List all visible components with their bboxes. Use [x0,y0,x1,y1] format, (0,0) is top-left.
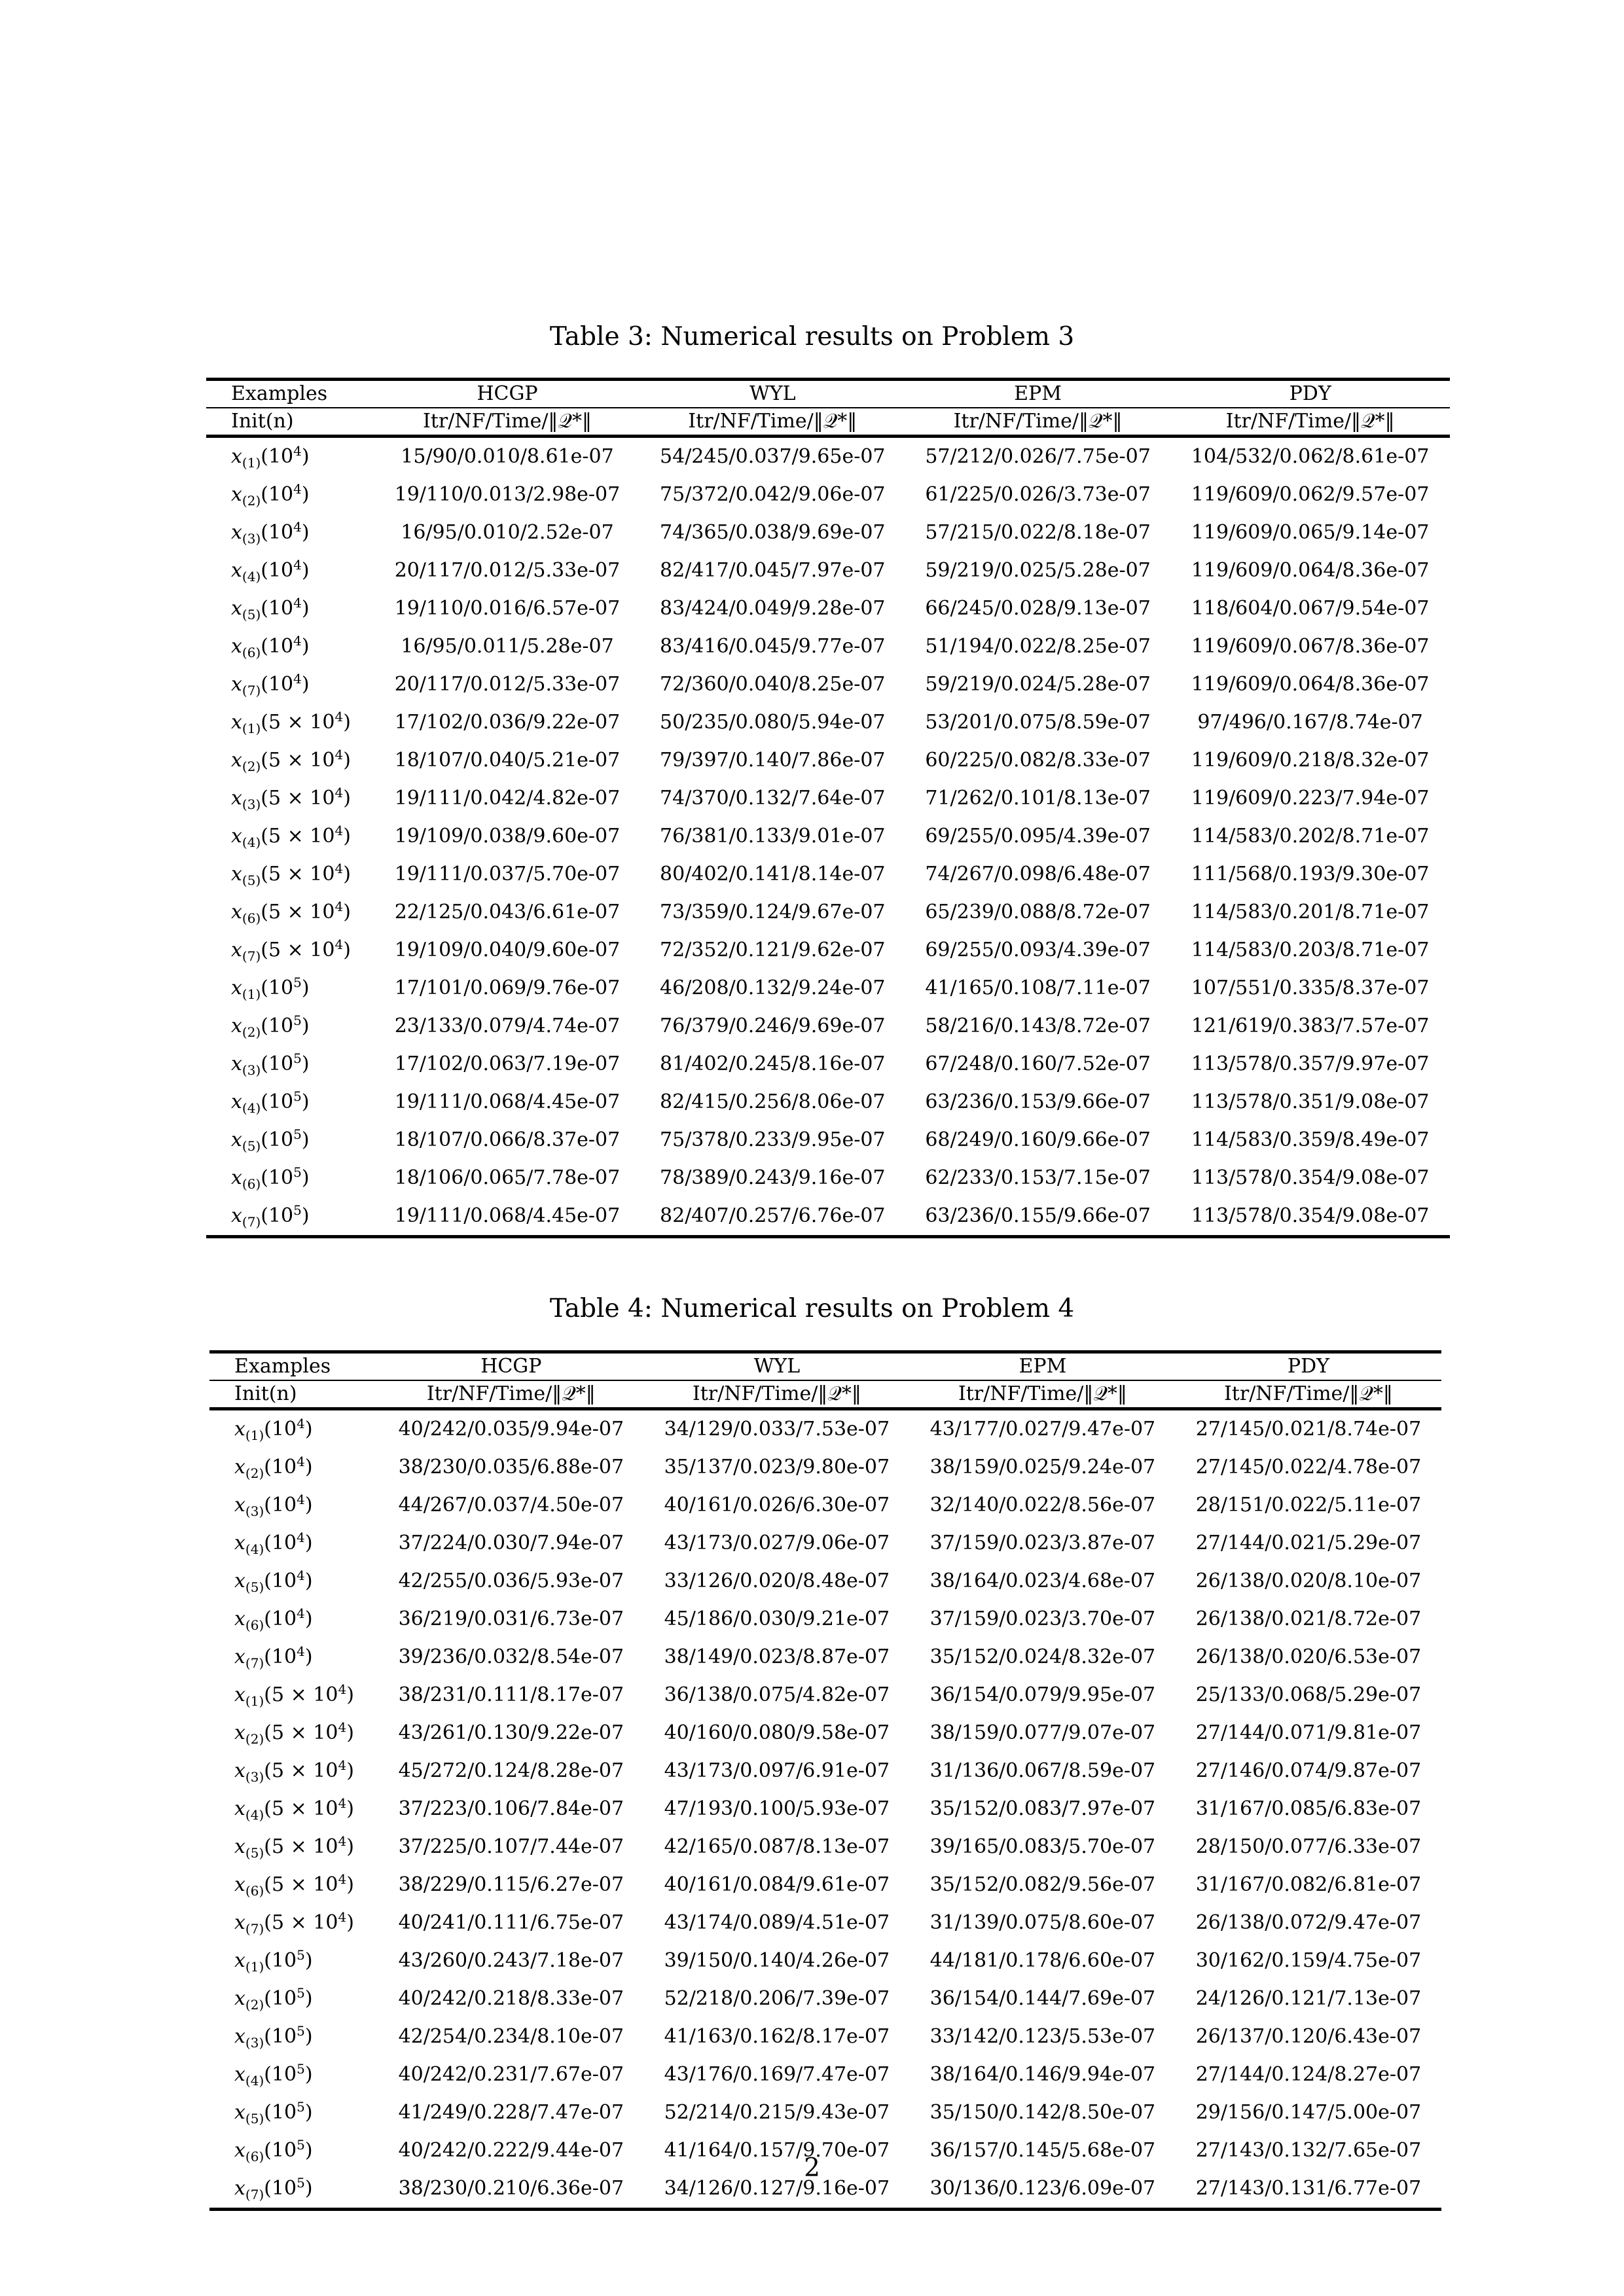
table-row [209,1524,1441,1562]
table-row [206,893,1450,931]
table-row [209,1638,1441,1676]
result-cell: 27/143/0.131/6.77e-07 [1176,2170,1441,2210]
init-cell: $x_{(4)}(10^4)$ [231,557,310,584]
init-cell: $x_{(1)}(5 \times 10^4)$ [234,1681,354,1709]
result-cell: 81/402/0.245/8.16e-07 [660,1052,886,1075]
init-cell: $x_{(4)}(10^4)$ [234,1530,313,1557]
init-cell: $x_{(1)}(10^5)$ [231,975,310,1002]
result-cell: 61/225/0.026/3.73e-07 [925,483,1151,506]
init-cell: $x_{(1)}(10^5)$ [234,1947,313,1975]
result-cell: 17/102/0.063/7.19e-07 [394,1052,621,1075]
init-cell: $x_{(3)}(10^5)$ [234,2023,313,2051]
examples-header: Examples [206,380,374,408]
header-row-metrics [209,1380,1441,1409]
init-cell: $x_{(7)}(10^4)$ [234,1643,313,1671]
metric-header: Itr/NF/Time/‖𝒬*‖ [640,408,905,437]
table-3 [206,378,1450,1238]
result-cell: 23/133/0.079/4.74e-07 [394,1014,621,1037]
result-cell: 74/365/0.038/9.69e-07 [660,521,886,544]
result-cell: 82/407/0.257/6.76e-07 [640,1197,905,1237]
result-cell: 79/397/0.140/7.86e-07 [660,749,886,772]
result-cell: 74/370/0.132/7.64e-07 [660,787,886,810]
init-cell: $x_{(3)}(10^5)$ [231,1050,310,1078]
result-cell: 39/150/0.140/4.26e-07 [664,1949,890,1972]
init-cell: $x_{(6)}(10^4)$ [231,633,310,660]
result-cell: 40/242/0.035/9.94e-07 [398,1418,624,1441]
table-row [209,1942,1441,1980]
result-cell: 27/144/0.021/5.29e-07 [1195,1532,1422,1554]
result-cell: 38/229/0.115/6.27e-07 [398,1873,624,1896]
table-row [206,1197,1450,1237]
result-cell: 40/242/0.218/8.33e-07 [398,1987,624,2010]
table-row [209,1486,1441,1524]
result-cell: 27/145/0.022/4.78e-07 [1195,1456,1422,1479]
result-cell: 26/138/0.020/6.53e-07 [1195,1645,1422,1668]
result-cell: 113/578/0.357/9.97e-07 [1191,1052,1430,1075]
init-cell: $x_{(5)}(5 \times 10^4)$ [231,861,351,888]
init-cell: $x_{(4)}(5 \times 10^4)$ [234,1795,354,1823]
result-cell: 40/242/0.222/9.44e-07 [398,2139,624,2162]
init-cell: $x_{(7)}(10^4)$ [231,671,310,698]
result-cell: 25/133/0.068/5.29e-07 [1195,1683,1422,1706]
result-cell: 72/360/0.040/8.25e-07 [660,673,886,696]
header-row-methods [209,1352,1441,1381]
init-cell: $x_{(6)}(10^4)$ [234,1605,313,1633]
result-cell: 67/248/0.160/7.52e-07 [925,1052,1151,1075]
result-cell: 29/156/0.147/5.00e-07 [1195,2101,1422,2124]
init-cell: $x_{(2)}(5 \times 10^4)$ [231,747,351,774]
result-cell: 19/110/0.016/6.57e-07 [394,597,621,620]
table-row [209,1600,1441,1638]
table-row [209,2094,1441,2132]
init-cell: $x_{(4)}(10^5)$ [234,2061,313,2089]
result-cell: 46/208/0.132/9.24e-07 [660,977,886,999]
table-row [209,1866,1441,1904]
result-cell: 37/223/0.106/7.84e-07 [398,1797,624,1820]
metric-header: Itr/NF/Time/‖𝒬*‖ [378,1380,644,1409]
table-row [209,1448,1441,1486]
result-cell: 19/109/0.038/9.60e-07 [394,825,621,848]
result-cell: 82/415/0.256/8.06e-07 [660,1090,886,1113]
result-cell: 18/107/0.066/8.37e-07 [394,1128,621,1151]
result-cell: 78/389/0.243/9.16e-07 [660,1166,886,1189]
result-cell: 114/583/0.201/8.71e-07 [1191,901,1430,924]
result-cell: 43/261/0.130/9.22e-07 [398,1721,624,1744]
table-row [209,1752,1441,1790]
result-cell: 38/159/0.025/9.24e-07 [929,1456,1156,1479]
result-cell: 119/609/0.065/9.14e-07 [1191,521,1430,544]
init-cell: $x_{(5)}(10^4)$ [231,595,310,622]
result-cell: 32/140/0.022/8.56e-07 [929,1494,1156,1516]
init-cell: $x_{(3)}(10^4)$ [231,519,310,547]
result-cell: 42/165/0.087/8.13e-07 [664,1835,890,1858]
result-cell: 43/177/0.027/9.47e-07 [929,1418,1156,1441]
result-cell: 40/241/0.111/6.75e-07 [398,1911,624,1934]
result-cell: 26/138/0.072/9.47e-07 [1195,1911,1422,1934]
header-row-metrics [206,408,1450,437]
result-cell: 38/164/0.146/9.94e-07 [929,2063,1156,2086]
result-cell: 82/417/0.045/7.97e-07 [660,559,886,582]
result-cell: 35/137/0.023/9.80e-07 [664,1456,890,1479]
result-cell: 33/126/0.020/8.48e-07 [664,1570,890,1592]
init-header: Init(n) [209,1380,378,1409]
table-row [206,437,1450,476]
init-cell: $x_{(6)}(10^5)$ [234,2137,313,2164]
result-cell: 26/138/0.020/8.10e-07 [1195,1570,1422,1592]
result-cell: 50/235/0.080/5.94e-07 [660,711,886,734]
result-cell: 28/150/0.077/6.33e-07 [1195,1835,1422,1858]
result-cell: 59/219/0.025/5.28e-07 [925,559,1151,582]
result-cell: 38/164/0.023/4.68e-07 [929,1570,1156,1592]
table-row [206,1121,1450,1159]
metric-header: Itr/NF/Time/‖𝒬*‖ [1176,1380,1441,1409]
result-cell: 27/144/0.071/9.81e-07 [1195,1721,1422,1744]
table-row [209,1790,1441,1828]
result-cell: 41/165/0.108/7.11e-07 [925,977,1151,999]
result-cell: 69/255/0.095/4.39e-07 [925,825,1151,848]
result-cell: 52/218/0.206/7.39e-07 [664,1987,890,2010]
result-cell: 83/416/0.045/9.77e-07 [660,635,886,658]
result-cell: 63/236/0.153/9.66e-07 [925,1090,1151,1113]
result-cell: 40/161/0.084/9.61e-07 [664,1873,890,1896]
table-row [209,1904,1441,1942]
table-row [209,1980,1441,2018]
result-cell: 119/609/0.062/9.57e-07 [1191,483,1430,506]
result-cell: 38/231/0.111/8.17e-07 [398,1683,624,1706]
result-cell: 35/150/0.142/8.50e-07 [929,2101,1156,2124]
result-cell: 113/578/0.354/9.08e-07 [1170,1197,1450,1237]
result-cell: 118/604/0.067/9.54e-07 [1191,597,1430,620]
result-cell: 19/111/0.068/4.45e-07 [374,1197,640,1237]
init-cell: $x_{(3)}(5 \times 10^4)$ [234,1757,354,1785]
result-cell: 75/372/0.042/9.06e-07 [660,483,886,506]
metric-header: Itr/NF/Time/‖𝒬*‖ [910,1380,1176,1409]
result-cell: 19/109/0.040/9.60e-07 [394,939,621,961]
table-row [206,552,1450,590]
result-cell: 114/583/0.202/8.71e-07 [1191,825,1430,848]
result-cell: 45/186/0.030/9.21e-07 [664,1607,890,1630]
table-row [209,1676,1441,1714]
init-cell: $x_{(5)}(5 \times 10^4)$ [234,1833,354,1861]
result-cell: 28/151/0.022/5.11e-07 [1195,1494,1422,1516]
init-cell: $x_{(2)}(10^4)$ [234,1454,313,1481]
table-4-caption: Table 4: Numerical results on Problem 4 [549,1294,1075,1323]
result-cell: 41/164/0.157/9.70e-07 [664,2139,890,2162]
method-header-epm: EPM [910,1352,1176,1381]
table-row [206,855,1450,893]
method-header-wyl: WYL [644,1352,910,1381]
init-cell: $x_{(2)}(10^5)$ [234,1985,313,2013]
result-cell: 59/219/0.024/5.28e-07 [925,673,1151,696]
result-cell: 22/125/0.043/6.61e-07 [394,901,621,924]
result-cell: 37/159/0.023/3.70e-07 [929,1607,1156,1630]
result-cell: 39/236/0.032/8.54e-07 [398,1645,624,1668]
result-cell: 43/176/0.169/7.47e-07 [664,2063,890,2086]
result-cell: 36/138/0.075/4.82e-07 [664,1683,890,1706]
result-cell: 18/106/0.065/7.78e-07 [394,1166,621,1189]
result-cell: 119/609/0.064/8.36e-07 [1191,673,1430,696]
method-header-wyl: WYL [640,380,905,408]
result-cell: 27/144/0.124/8.27e-07 [1195,2063,1422,2086]
result-cell: 62/233/0.153/7.15e-07 [925,1166,1151,1189]
result-cell: 57/212/0.026/7.75e-07 [925,445,1151,468]
result-cell: 34/126/0.127/9.16e-07 [644,2170,910,2210]
result-cell: 17/101/0.069/9.76e-07 [394,977,621,999]
table-row [206,817,1450,855]
init-cell: $x_{(5)}(10^5)$ [231,1126,310,1154]
table-row [206,1083,1450,1121]
result-cell: 121/619/0.383/7.57e-07 [1191,1014,1430,1037]
page-number: 2 [804,2153,820,2183]
method-header-epm: EPM [905,380,1170,408]
init-cell: $x_{(4)}(5 \times 10^4)$ [231,823,351,850]
method-header-hcgp: HCGP [374,380,640,408]
result-cell: 39/165/0.083/5.70e-07 [929,1835,1156,1858]
result-cell: 119/609/0.218/8.32e-07 [1191,749,1430,772]
init-cell: $x_{(7)}(10^5)$ [209,2170,378,2210]
result-cell: 37/224/0.030/7.94e-07 [398,1532,624,1554]
result-cell: 40/160/0.080/9.58e-07 [664,1721,890,1744]
result-cell: 111/568/0.193/9.30e-07 [1191,863,1430,886]
result-cell: 35/152/0.083/7.97e-07 [929,1797,1156,1820]
result-cell: 43/260/0.243/7.18e-07 [398,1949,624,1972]
result-cell: 31/139/0.075/8.60e-07 [929,1911,1156,1934]
result-cell: 27/146/0.074/9.87e-07 [1195,1759,1422,1782]
result-cell: 41/249/0.228/7.47e-07 [398,2101,624,2124]
result-cell: 43/173/0.097/6.91e-07 [664,1759,890,1782]
init-cell: $x_{(3)}(5 \times 10^4)$ [231,785,351,812]
result-cell: 27/143/0.132/7.65e-07 [1195,2139,1422,2162]
result-cell: 40/242/0.231/7.67e-07 [398,2063,624,2086]
result-cell: 30/136/0.123/6.09e-07 [910,2170,1176,2210]
result-cell: 19/111/0.042/4.82e-07 [394,787,621,810]
table-row [206,1045,1450,1083]
metric-header: Itr/NF/Time/‖𝒬*‖ [374,408,640,437]
table-row [206,666,1450,704]
table-row [206,742,1450,780]
init-cell: $x_{(5)}(10^4)$ [234,1568,313,1595]
result-cell: 31/136/0.067/8.59e-07 [929,1759,1156,1782]
init-cell: $x_{(3)}(10^4)$ [234,1492,313,1519]
result-cell: 27/145/0.021/8.74e-07 [1195,1418,1422,1441]
result-cell: 47/193/0.100/5.93e-07 [664,1797,890,1820]
result-cell: 38/149/0.023/8.87e-07 [664,1645,890,1668]
result-cell: 36/157/0.145/5.68e-07 [929,2139,1156,2162]
result-cell: 26/138/0.021/8.72e-07 [1195,1607,1422,1630]
result-cell: 60/225/0.082/8.33e-07 [925,749,1151,772]
result-cell: 76/381/0.133/9.01e-07 [660,825,886,848]
metric-header: Itr/NF/Time/‖𝒬*‖ [905,408,1170,437]
init-cell: $x_{(4)}(10^5)$ [231,1088,310,1116]
metric-header: Itr/NF/Time/‖𝒬*‖ [1170,408,1450,437]
init-cell: $x_{(1)}(10^4)$ [231,443,310,471]
result-cell: 114/583/0.359/8.49e-07 [1191,1128,1430,1151]
result-cell: 34/129/0.033/7.53e-07 [664,1418,890,1441]
result-cell: 38/230/0.210/6.36e-07 [378,2170,644,2210]
result-cell: 80/402/0.141/8.14e-07 [660,863,886,886]
result-cell: 16/95/0.011/5.28e-07 [401,635,614,658]
result-cell: 16/95/0.010/2.52e-07 [401,521,614,544]
init-cell: $x_{(5)}(10^5)$ [234,2099,313,2126]
result-cell: 45/272/0.124/8.28e-07 [398,1759,624,1782]
result-cell: 30/162/0.159/4.75e-07 [1195,1949,1422,1972]
result-cell: 38/159/0.077/9.07e-07 [929,1721,1156,1744]
init-cell: $x_{(7)}(10^5)$ [206,1197,374,1237]
table-row [206,590,1450,628]
init-cell: $x_{(6)}(5 \times 10^4)$ [231,899,351,926]
result-cell: 20/117/0.012/5.33e-07 [394,673,621,696]
header-row-methods [206,380,1450,408]
result-cell: 72/352/0.121/9.62e-07 [660,939,886,961]
result-cell: 31/167/0.082/6.81e-07 [1195,1873,1422,1896]
examples-header: Examples [209,1352,378,1381]
result-cell: 54/245/0.037/9.65e-07 [660,445,886,468]
result-cell: 74/267/0.098/6.48e-07 [925,863,1151,886]
table-row [206,969,1450,1007]
result-cell: 18/107/0.040/5.21e-07 [394,749,621,772]
result-cell: 57/215/0.022/8.18e-07 [925,521,1151,544]
method-header-pdy: PDY [1176,1352,1441,1381]
result-cell: 52/214/0.215/9.43e-07 [664,2101,890,2124]
result-cell: 83/424/0.049/9.28e-07 [660,597,886,620]
result-cell: 43/173/0.027/9.06e-07 [664,1532,890,1554]
init-cell: $x_{(1)}(5 \times 10^4)$ [231,709,351,736]
result-cell: 68/249/0.160/9.66e-07 [925,1128,1151,1151]
result-cell: 37/225/0.107/7.44e-07 [398,1835,624,1858]
result-cell: 41/163/0.162/8.17e-07 [664,2025,890,2048]
result-cell: 119/609/0.067/8.36e-07 [1191,635,1430,658]
result-cell: 33/142/0.123/5.53e-07 [929,2025,1156,2048]
result-cell: 36/154/0.079/9.95e-07 [929,1683,1156,1706]
result-cell: 36/154/0.144/7.69e-07 [929,1987,1156,2010]
result-cell: 51/194/0.022/8.25e-07 [925,635,1151,658]
table-row [209,1714,1441,1752]
result-cell: 113/578/0.351/9.08e-07 [1191,1090,1430,1113]
result-cell: 58/216/0.143/8.72e-07 [925,1014,1151,1037]
result-cell: 17/102/0.036/9.22e-07 [394,711,621,734]
result-cell: 69/255/0.093/4.39e-07 [925,939,1151,961]
table-row [206,704,1450,742]
result-cell: 37/159/0.023/3.87e-07 [929,1532,1156,1554]
init-cell: $x_{(2)}(10^4)$ [231,481,310,509]
result-cell: 53/201/0.075/8.59e-07 [925,711,1151,734]
table-4 [209,1350,1441,2211]
result-cell: 73/359/0.124/9.67e-07 [660,901,886,924]
result-cell: 104/532/0.062/8.61e-07 [1191,445,1430,468]
table-row [209,2056,1441,2094]
table-row [209,1562,1441,1600]
result-cell: 40/161/0.026/6.30e-07 [664,1494,890,1516]
result-cell: 19/110/0.013/2.98e-07 [394,483,621,506]
init-cell: $x_{(1)}(10^4)$ [234,1416,313,1443]
result-cell: 44/267/0.037/4.50e-07 [398,1494,624,1516]
result-cell: 42/255/0.036/5.93e-07 [398,1570,624,1592]
result-cell: 63/236/0.155/9.66e-07 [905,1197,1170,1237]
result-cell: 19/111/0.068/4.45e-07 [394,1090,621,1113]
table-row [206,780,1450,817]
result-cell: 44/181/0.178/6.60e-07 [929,1949,1156,1972]
result-cell: 71/262/0.101/8.13e-07 [925,787,1151,810]
result-cell: 75/378/0.233/9.95e-07 [660,1128,886,1151]
table-row [209,1828,1441,1866]
result-cell: 35/152/0.024/8.32e-07 [929,1645,1156,1668]
table-row [206,476,1450,514]
init-cell: $x_{(6)}(5 \times 10^4)$ [234,1871,354,1899]
init-header: Init(n) [206,408,374,437]
table-row [206,931,1450,969]
table-row [209,1409,1441,1449]
result-cell: 66/245/0.028/9.13e-07 [925,597,1151,620]
method-header-hcgp: HCGP [378,1352,644,1381]
init-cell: $x_{(2)}(10^5)$ [231,1013,310,1040]
table-row [206,1007,1450,1045]
result-cell: 114/583/0.203/8.71e-07 [1191,939,1430,961]
result-cell: 31/167/0.085/6.83e-07 [1195,1797,1422,1820]
result-cell: 15/90/0.010/8.61e-07 [401,445,614,468]
init-cell: $x_{(2)}(5 \times 10^4)$ [234,1719,354,1747]
result-cell: 38/230/0.035/6.88e-07 [398,1456,624,1479]
result-cell: 20/117/0.012/5.33e-07 [394,559,621,582]
result-cell: 42/254/0.234/8.10e-07 [398,2025,624,2048]
metric-header: Itr/NF/Time/‖𝒬*‖ [644,1380,910,1409]
result-cell: 24/126/0.121/7.13e-07 [1195,1987,1422,2010]
result-cell: 36/219/0.031/6.73e-07 [398,1607,624,1630]
init-cell: $x_{(7)}(5 \times 10^4)$ [234,1909,354,1937]
init-cell: $x_{(7)}(5 \times 10^4)$ [231,937,351,964]
table-row [206,1159,1450,1197]
method-header-pdy: PDY [1170,380,1450,408]
init-cell: $x_{(6)}(10^5)$ [231,1164,310,1192]
result-cell: 113/578/0.354/9.08e-07 [1191,1166,1430,1189]
result-cell: 119/609/0.064/8.36e-07 [1191,559,1430,582]
result-cell: 65/239/0.088/8.72e-07 [925,901,1151,924]
result-cell: 97/496/0.167/8.74e-07 [1197,711,1423,734]
table-row [209,2018,1441,2056]
table-row [206,514,1450,552]
result-cell: 107/551/0.335/8.37e-07 [1191,977,1430,999]
table-3-caption: Table 3: Numerical results on Problem 3 [549,322,1075,351]
result-cell: 26/137/0.120/6.43e-07 [1195,2025,1422,2048]
result-cell: 119/609/0.223/7.94e-07 [1191,787,1430,810]
result-cell: 43/174/0.089/4.51e-07 [664,1911,890,1934]
result-cell: 19/111/0.037/5.70e-07 [394,863,621,886]
table-row [206,628,1450,666]
result-cell: 35/152/0.082/9.56e-07 [929,1873,1156,1896]
result-cell: 76/379/0.246/9.69e-07 [660,1014,886,1037]
